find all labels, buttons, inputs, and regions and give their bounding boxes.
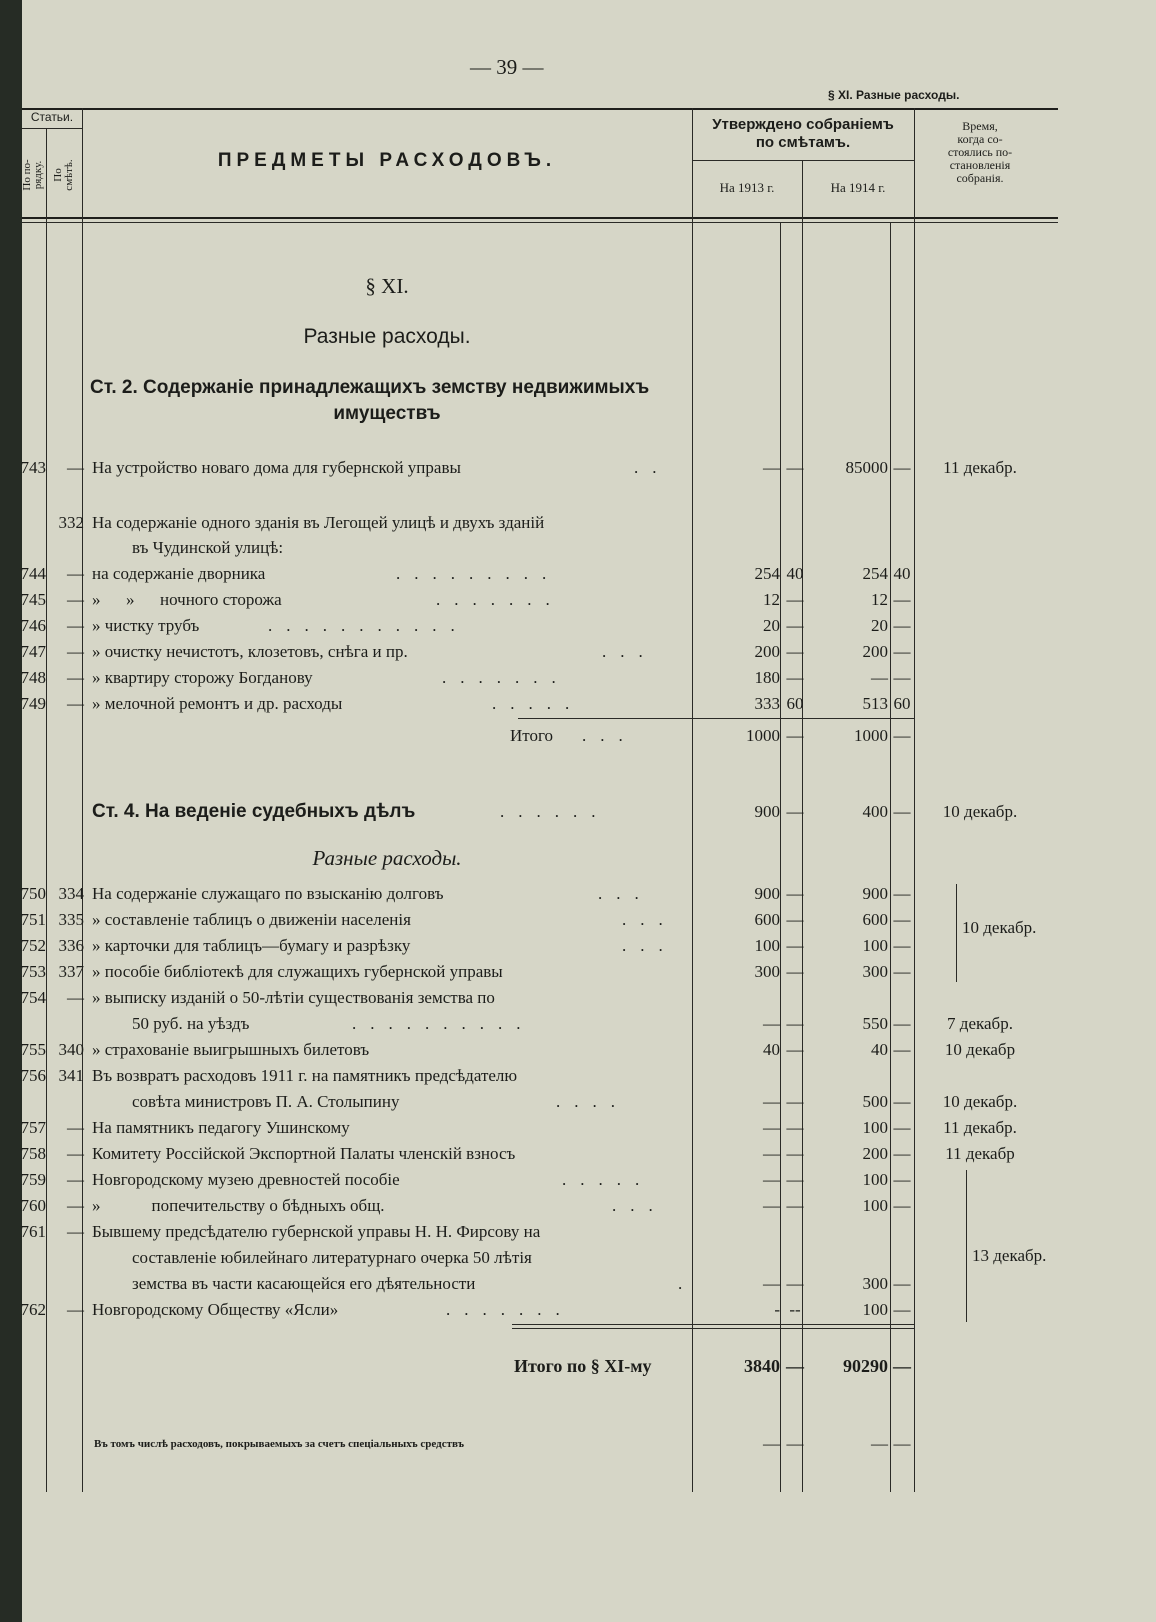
estimate-number: — — [67, 1300, 84, 1319]
estimate-number: 340 — [58, 1040, 84, 1059]
kopecks-1913: — — [786, 1170, 804, 1189]
group-decision-date: 13 декабр. — [972, 1246, 1047, 1265]
table-row: 749 — » мелочной ремонтъ и др. расходы ..... 333 60 513 60 — [22, 692, 1156, 716]
estimate-number: — — [67, 458, 84, 477]
amount-1914: 12 — [871, 590, 888, 609]
row-description: На памятникъ педагогу Ушинскому — [92, 1118, 350, 1137]
table-row — [22, 986, 1156, 1010]
amount-1913: — — [763, 1092, 780, 1111]
kopecks-1914: — — [893, 1170, 911, 1189]
article2-title: Ст. 2. Содержаніе принадлежащихъ земству недвижимыхъ — [90, 377, 650, 398]
row-number: 745 — [20, 590, 46, 609]
amount-1913: — — [763, 1118, 780, 1137]
table-row: 762 — Новгородскому Обществу «Ясли» ....... - -- 100 — — [22, 1298, 1156, 1322]
row-number: 758 — [20, 1144, 46, 1163]
row-number: 753 — [20, 962, 46, 981]
row-description: Комитету Россійской Экспортной Палаты членскій взносъ — [92, 1144, 516, 1163]
kopecks-1913: — — [786, 802, 804, 821]
table-row — [22, 1142, 1156, 1166]
kopecks-1914: 40 — [893, 564, 911, 583]
amount-1914: 200 — [862, 1144, 888, 1163]
amount-1913: 300 — [754, 962, 780, 981]
amount-1913: 40 — [763, 1040, 780, 1059]
row-description: На содержаніе одного зданія въ Легощей улицѣ и двухъ зданій — [92, 513, 545, 532]
estimate-number: 332 — [58, 513, 84, 532]
row-description-cont: 50 руб. на уѣздъ — [132, 1014, 250, 1033]
table-row: 748 — » квартиру сторожу Богданову ....... 180 — — — — [22, 666, 1156, 690]
page-number: — 39 — — [470, 55, 544, 79]
estimate-number: — — [67, 694, 84, 713]
amount-1913: 333 — [754, 694, 780, 713]
kopecks-1913: — — [786, 1040, 804, 1059]
row-number: 744 — [20, 564, 46, 583]
kopecks-1913: — — [786, 1092, 804, 1111]
row-number: 754 — [20, 988, 46, 1007]
kopecks-1914: — — [893, 458, 911, 477]
amount-1914: 90290 — [843, 1356, 888, 1376]
kopecks-1913: — — [786, 1144, 804, 1163]
amount-1914: 600 — [862, 910, 888, 929]
row-description: » » ночного сторожа — [92, 590, 282, 609]
kopecks-1913: — — [786, 668, 804, 687]
kopecks-1914: — — [893, 1300, 911, 1319]
kopecks-1914: — — [893, 726, 911, 745]
decision-date: 10 декабр — [944, 1040, 1016, 1059]
table-row: Ст. 4. На веденіе судебныхъ дѣлъ ...... 900 — 400 — 10 декабр. — [22, 800, 1156, 824]
decision-date: 7 декабр. — [947, 1014, 1013, 1033]
kopecks-1914: — — [893, 616, 911, 635]
kopecks-1914: — — [893, 642, 911, 661]
estimate-number: — — [67, 564, 84, 583]
row-description: » квартиру сторожу Богданову — [92, 668, 313, 687]
row-number: 756 — [20, 1066, 46, 1085]
header-year-1913: На 1913 г. — [719, 180, 775, 195]
table-row: 747 — » очистку нечистотъ, клозетовъ, снѣга и пр. ... 200 — 200 — — [22, 640, 1156, 664]
kopecks-1913: — — [786, 910, 804, 929]
row-number: 755 — [20, 1040, 46, 1059]
estimate-number: — — [67, 590, 84, 609]
kopecks-1913: — — [786, 1434, 804, 1453]
total-label: Итого — [510, 726, 554, 745]
table-row: 746 — » чистку трубъ ........... 20 — 20 — — [22, 614, 1156, 638]
row-description: Въ возвратъ расходовъ 1911 г. на памятникъ предсѣдателю — [92, 1066, 518, 1085]
table-row: 752 336 » карточки для таблицъ—бумагу и разрѣзку ... 100 — 100 — — [22, 934, 1156, 958]
table-row: 743 — На устройство новаго дома для губернской управы .. — — 85000 — 11 декабр. — [22, 456, 1156, 480]
header-year-1914: На 1914 г. — [830, 180, 886, 195]
kopecks-1914: — — [893, 962, 911, 981]
table-row — [22, 1116, 1156, 1140]
amount-1913: — — [763, 1196, 780, 1215]
row-number: 761 — [20, 1222, 46, 1241]
row-number: 752 — [20, 936, 46, 955]
kopecks-1913: -- — [789, 1300, 801, 1319]
amount-1913: 900 — [754, 802, 780, 821]
amount-1913: 12 — [763, 590, 780, 609]
estimate-number: — — [67, 988, 84, 1007]
kopecks-1914: — — [893, 1092, 911, 1111]
estimate-number: — — [67, 1170, 84, 1189]
amount-1914: 900 — [862, 884, 888, 903]
amount-1914: 100 — [862, 1196, 888, 1215]
row-description: » попечительству о бѣдныхъ общ. — [92, 1196, 385, 1215]
kopecks-1914: — — [893, 1144, 911, 1163]
estimate-number: 334 — [58, 884, 84, 903]
estimate-number: — — [67, 616, 84, 635]
amount-1913: 600 — [754, 910, 780, 929]
amount-1914: 100 — [862, 1300, 888, 1319]
header-time: Время, когда со- стоялись по- становленія собранія. — [947, 119, 1013, 185]
decision-date: 10 декабр. — [942, 1092, 1018, 1111]
row-description: Новгородскому Обществу «Ясли» — [92, 1300, 339, 1319]
group-brace — [956, 884, 957, 982]
estimate-number: 337 — [58, 962, 84, 981]
amount-1914: 550 — [862, 1014, 888, 1033]
amount-1914: 100 — [862, 936, 888, 955]
amount-1913: — — [763, 1434, 780, 1453]
article2-title-cont: имуществъ — [333, 403, 441, 424]
kopecks-1913: — — [786, 1356, 804, 1376]
kopecks-1913: — — [786, 590, 804, 609]
table-row — [22, 1220, 1156, 1244]
kopecks-1914: — — [893, 1196, 911, 1215]
row-number: 748 — [20, 668, 46, 687]
kopecks-1914: — — [893, 1118, 911, 1137]
group-decision-date: 10 декабр. — [962, 918, 1037, 937]
row-description: На содержаніе служащаго по взысканію долговъ — [92, 884, 444, 903]
amount-1913: — — [763, 1014, 780, 1033]
amount-1913: — — [763, 1144, 780, 1163]
amount-1914: 300 — [862, 962, 888, 981]
kopecks-1914: — — [893, 1040, 911, 1059]
amount-1914: 1000 — [854, 726, 888, 745]
row-description-cont: въ Чудинской улицѣ: — [132, 538, 284, 557]
estimate-number: 336 — [58, 936, 84, 955]
grand-total-label: Итого по § XI-му — [514, 1356, 652, 1376]
kopecks-1914: — — [893, 1356, 911, 1376]
table-row: 745 — » » ночного сторожа ....... 12 — 12 — — [22, 588, 1156, 612]
row-number: 751 — [20, 910, 46, 929]
section-title: Разные расходы. — [303, 325, 471, 348]
kopecks-1914: — — [893, 802, 911, 821]
estimate-number: — — [67, 668, 84, 687]
amount-1913: 20 — [763, 616, 780, 635]
estimate-number: — — [67, 1118, 84, 1137]
kopecks-1913: 60 — [786, 694, 804, 713]
amount-1914: 300 — [862, 1274, 888, 1293]
decision-date: 10 декабр. — [942, 802, 1018, 821]
header-by-order: По по- рядку. — [21, 159, 44, 191]
kopecks-1913: — — [786, 1014, 804, 1033]
table-row — [22, 1064, 1156, 1088]
kopecks-1914: — — [893, 590, 911, 609]
row-number: 746 — [20, 616, 46, 635]
table-row — [22, 511, 1156, 535]
amount-1914: 254 — [862, 564, 888, 583]
amount-1913: — — [763, 458, 780, 477]
table-row: совѣта министровъ П. А. Столыпину .... — — 500 — 10 декабр. — [22, 1090, 1156, 1114]
row-description: на содержаніе дворника — [92, 564, 266, 583]
table-row: 751 335 » составленіе таблицъ о движеніи населенія ... 600 — 600 — — [22, 908, 1156, 932]
grand-total-row — [22, 1354, 1156, 1378]
amount-1914: 20 — [871, 616, 888, 635]
amount-1914: — — [871, 668, 888, 687]
row-description-cont: составленіе юбилейнаго литературнаго очерка 50 лѣтія — [132, 1248, 532, 1267]
table-row: 760 — » попечительству о бѣдныхъ общ. ... — — 100 — — [22, 1194, 1156, 1218]
row-description-cont: земства въ части касающейся его дѣятельности — [132, 1274, 476, 1293]
amount-1913: - — [774, 1300, 780, 1319]
kopecks-1914: — — [893, 884, 911, 903]
amount-1914: 100 — [862, 1118, 888, 1137]
row-description: » мелочной ремонтъ и др. расходы — [92, 694, 343, 713]
row-number: 762 — [20, 1300, 46, 1319]
row-number: 749 — [20, 694, 46, 713]
row-number: 747 — [20, 642, 46, 661]
row-description: » составленіе таблицъ о движеніи населенія — [92, 910, 411, 929]
row-description: » очистку нечистотъ, клозетовъ, снѣга и пр. — [92, 642, 408, 661]
row-number: 757 — [20, 1118, 46, 1137]
amount-1913: 900 — [754, 884, 780, 903]
kopecks-1913: — — [786, 962, 804, 981]
decision-date: 11 декабр. — [943, 458, 1017, 477]
kopecks-1913: — — [786, 642, 804, 661]
kopecks-1913: — — [786, 1274, 804, 1293]
total-row: Итого ... 1000 — 1000 — — [22, 724, 1156, 748]
kopecks-1914: 60 — [893, 694, 911, 713]
amount-1913: 3840 — [744, 1356, 780, 1376]
table-row — [22, 960, 1156, 984]
row-description: Бывшему предсѣдателю губернской управы Н. Н. Фирсову на — [92, 1222, 541, 1241]
special-funds-row — [22, 1432, 1156, 1456]
row-description: » выписку изданій о 50-лѣтіи существованія земства по — [92, 988, 495, 1007]
amount-1914: 513 — [862, 694, 888, 713]
kopecks-1914: — — [893, 910, 911, 929]
kopecks-1913: — — [786, 884, 804, 903]
amount-1914: 40 — [871, 1040, 888, 1059]
kopecks-1914: — — [893, 1014, 911, 1033]
amount-1914: 400 — [862, 802, 888, 821]
amount-1913: 1000 — [746, 726, 780, 745]
row-number: 759 — [20, 1170, 46, 1189]
estimate-number: — — [67, 1144, 84, 1163]
kopecks-1913: — — [786, 1196, 804, 1215]
kopecks-1914: — — [893, 1274, 911, 1293]
amount-1914: 200 — [862, 642, 888, 661]
amount-1913: 200 — [754, 642, 780, 661]
amount-1914: — — [871, 1434, 888, 1453]
kopecks-1913: — — [786, 458, 804, 477]
section-number: § XI. — [365, 274, 409, 298]
table-row: 744 — на содержаніе дворника ......... 254 40 254 40 — [22, 562, 1156, 586]
decision-date: 11 декабр — [945, 1144, 1015, 1163]
row-number: 750 — [20, 884, 46, 903]
group-brace — [966, 1170, 967, 1322]
estimate-number: 335 — [58, 910, 84, 929]
row-description: На устройство новаго дома для губернской управы — [92, 458, 461, 477]
kopecks-1914: — — [893, 936, 911, 955]
amount-1914: 100 — [862, 1170, 888, 1189]
row-description: Новгородскому музею древностей пособіе — [92, 1170, 400, 1189]
special-funds-label: Въ томъ числѣ расходовъ, покрываемыхъ за счетъ спеціальныхъ средствъ — [94, 1438, 465, 1450]
row-description: » карточки для таблицъ—бумагу и разрѣзку — [92, 936, 411, 955]
header-by-estimate: По смѣтѣ. — [52, 159, 75, 191]
misc-subtitle: Разные расходы. — [312, 846, 462, 870]
kopecks-1913: 40 — [786, 564, 804, 583]
document-page — [22, 0, 1156, 1622]
kopecks-1913: — — [786, 1118, 804, 1137]
header-approved: Утверждено собраніемъ по смѣтамъ. — [712, 116, 894, 151]
estimate-number: 341 — [58, 1066, 84, 1085]
row-number: 760 — [20, 1196, 46, 1215]
estimate-number: — — [67, 1222, 84, 1241]
estimate-number: — — [67, 1196, 84, 1215]
amount-1914: 85000 — [845, 458, 888, 477]
amount-1913: 100 — [754, 936, 780, 955]
decision-date: 11 декабр. — [943, 1118, 1017, 1137]
amount-1913: — — [763, 1274, 780, 1293]
kopecks-1913: — — [786, 936, 804, 955]
table-row: 750 334 На содержаніе служащаго по взысканію долговъ ... 900 — 900 — — [22, 882, 1156, 906]
running-header: § XI. Разные расходы. — [828, 88, 960, 102]
header-articles: Статьи. — [30, 110, 74, 124]
table-row — [22, 536, 1156, 560]
table-row — [22, 1038, 1156, 1062]
table-row: земства въ части касающейся его дѣятельности . — — 300 — — [22, 1272, 1156, 1296]
row-description: » страхованіе выигрышныхъ билетовъ — [92, 1040, 370, 1059]
row-description-cont: совѣта министровъ П. А. Столыпину — [132, 1092, 400, 1111]
table-row: 50 руб. на уѣздъ .......... — — 550 — 7 декабр. — [22, 1012, 1156, 1036]
header-subject: ПРЕДМЕТЫ РАСХОДОВЪ. — [217, 150, 557, 171]
estimate-number: — — [67, 642, 84, 661]
row-number: 743 — [20, 458, 46, 477]
article4-title: Ст. 4. На веденіе судебныхъ дѣлъ — [92, 801, 416, 822]
amount-1914: 500 — [862, 1092, 888, 1111]
kopecks-1914: — — [893, 668, 911, 687]
row-description: » пособіе библіотекѣ для служащихъ губернской управы — [92, 962, 503, 981]
row-description: » чистку трубъ — [92, 616, 200, 635]
kopecks-1914: — — [893, 1434, 911, 1453]
amount-1913: 180 — [754, 668, 780, 687]
kopecks-1913: — — [786, 726, 804, 745]
amount-1913: — — [763, 1170, 780, 1189]
kopecks-1913: — — [786, 616, 804, 635]
table-row: 759 — Новгородскому музею древностей пособіе ..... — — 100 — — [22, 1168, 1156, 1192]
amount-1913: 254 — [754, 564, 780, 583]
